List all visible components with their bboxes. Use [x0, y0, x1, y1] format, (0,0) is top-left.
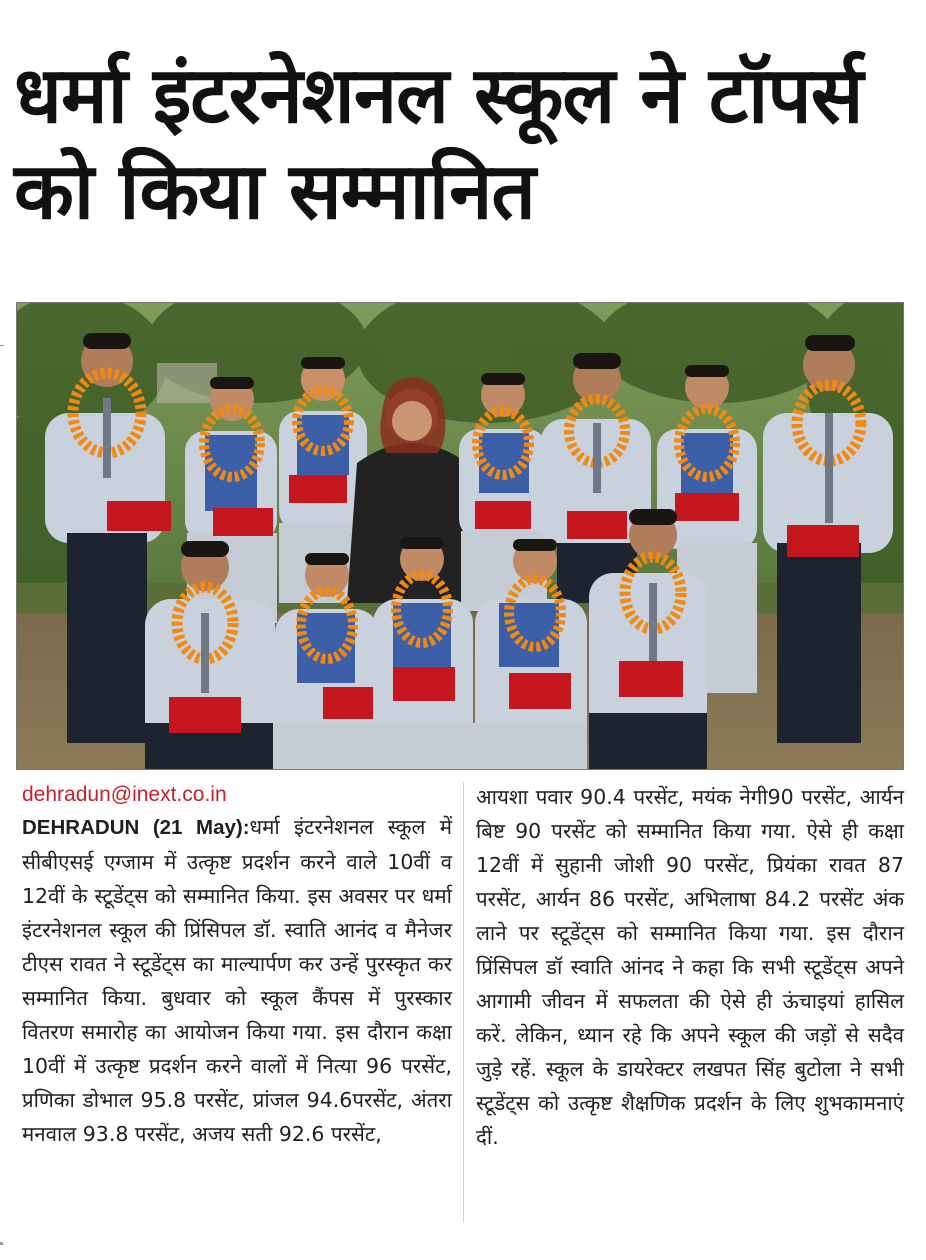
reporter-email: dehradun@inext.co.in — [22, 783, 227, 806]
edge-dot — [0, 1242, 3, 1245]
body-text-right: आयशा पवार 90.4 परसेंट, मयंक नेगी90 परसेंट, आर्यन बिष्ट 90 परसेंट को सम्मानित किया गया. ऐसे ही कक्षा 12वीं में सुहानी जोशी 90 परसेंट, प्रियंका रावत 87 परसेंट, आर्यन 86 परसेंट, अभिलाषा 84.2 परसेंट अंक लाने पर स्टूडेंट्स को सम्मानित किया गया. इस दौरान प्रिंसिपल डॉ स्वाति आंनद ने कहा कि सभी स्टूडेंट्स अपने आगामी जीवन में सफलता की ऐसे ही ऊंचाइयां हासिल करें. लेकिन, ध्यान रहे कि अपने स्कूल की जड़ों से सदैव जुड़े रहें. स्कूल के डायरेक्टर लखपत सिंह बुटोला ने सभी स्टूडेंट्स को उत्कृष्ट शैक्षणिक प्रदर्शन के लिए शुभकामनाएं दीं. — [476, 785, 904, 1149]
dateline: DEHRADUN (21 May): — [22, 816, 250, 839]
edge-mark — [0, 345, 4, 346]
column-divider — [463, 782, 464, 1222]
article-paragraph-left — [22, 810, 452, 1151]
article-column-right — [476, 780, 904, 1154]
article-column-left — [22, 780, 452, 1151]
toppers-group-photo — [16, 302, 904, 770]
headline: धर्मा इंटरनेशनल स्कूल ने टॉपर्स को किया सम्मानित — [14, 51, 863, 237]
body-text-left: धर्मा इंटरनेशनल स्कूल में सीबीएसई एग्जाम में उत्कृष्ट प्रदर्शन करने वाले 10वीं व 12वीं के स्टूडेंट्स को सम्मानित किया. इस अवसर पर धर्मा इंटरनेशनल स्कूल की प्रिंसिपल डॉ. स्वाति आनंद व मैनेजर टीएस रावत ने स्टूडेंट्स का माल्यार्पण कर उन्हें पुरस्कृत कर सम्मानित किया. बुधवार को स्कूल कैंपस में पुरस्कार वितरण समारोह का आयोजन किया गया. इस दौरान कक्षा 10वीं में उत्कृष्ट प्रदर्शन करने वालों में नित्या 96 परसेंट, प्रणिका डोभाल 95.8 परसेंट, प्रांजल 94.6परसेंट, अंतरा मनवाल 93.8 परसेंट, अजय सती 92.6 परसेंट, — [22, 815, 453, 1146]
